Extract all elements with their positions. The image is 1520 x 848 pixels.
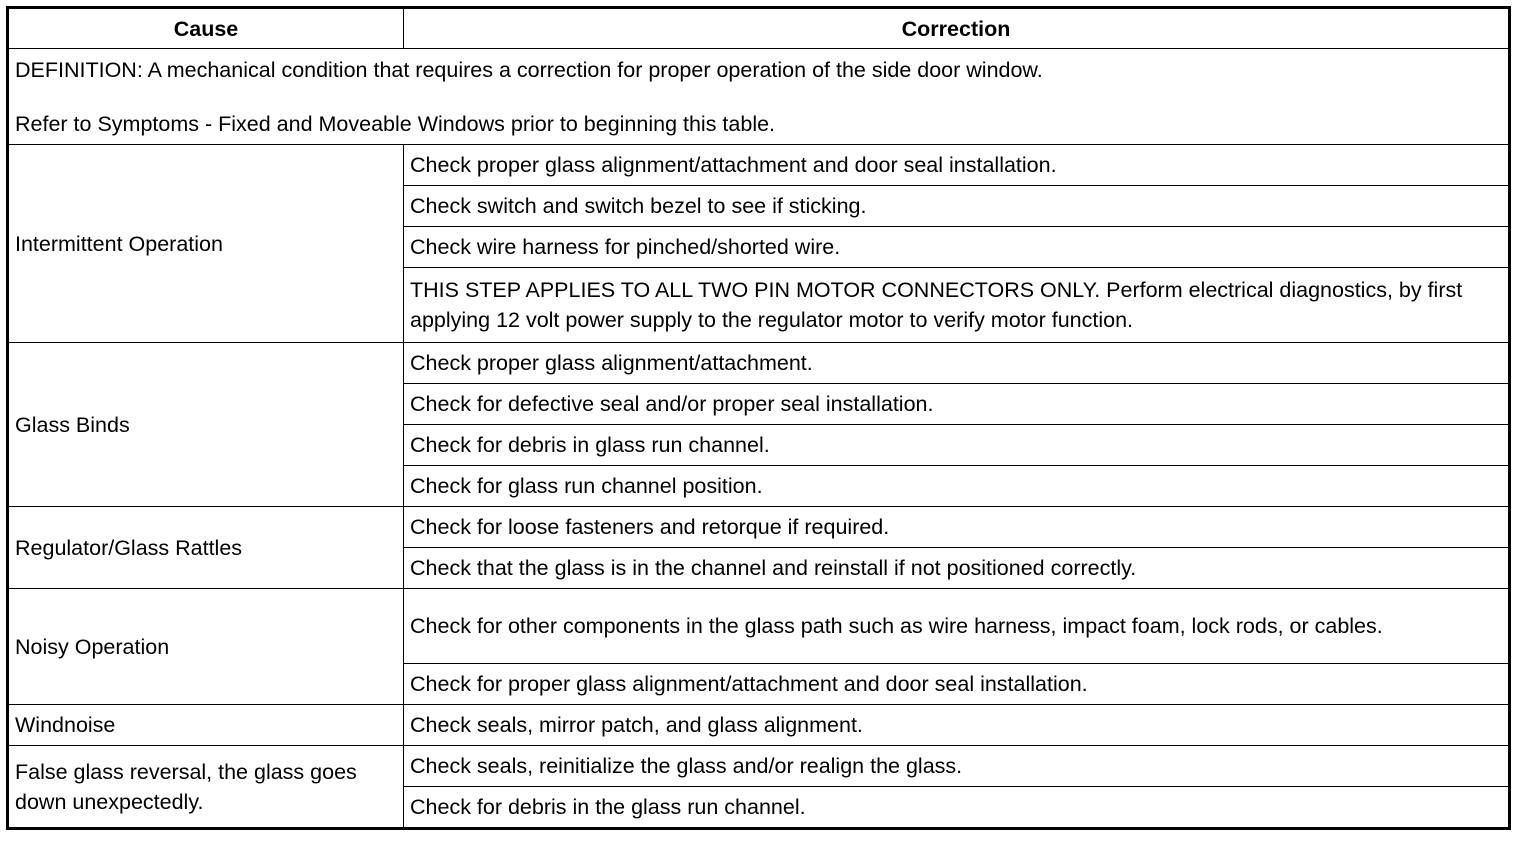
cause-cell: Glass Binds [8,343,404,507]
correction-cell: Check for loose fasteners and retorque if required. [404,507,1510,548]
correction-cell: Check for debris in glass run channel. [404,425,1510,466]
table-row [8,145,1510,186]
correction-cell: THIS STEP APPLIES TO ALL TWO PIN MOTOR CONNECTORS ONLY. Perform electrical diagnostics, by first applying 12 volt power supply to the regulator motor to verify motor function. [404,268,1510,343]
table-row [8,746,1510,787]
correction-cell: Check for proper glass alignment/attachment and door seal installation. [404,664,1510,705]
table-row [8,343,1510,384]
cause-cell: False glass reversal, the glass goes down unexpectedly. [8,746,404,829]
correction-cell: Check for debris in the glass run channel. [404,787,1510,829]
header-row [8,8,1510,49]
correction-cell: Check for glass run channel position. [404,466,1510,507]
correction-cell: Check seals, reinitialize the glass and/or realign the glass. [404,746,1510,787]
refer-note: Refer to Symptoms - Fixed and Moveable Windows prior to beginning this table. [15,111,776,136]
cause-cell: Windnoise [8,705,404,746]
correction-cell: Check switch and switch bezel to see if sticking. [404,186,1510,227]
cause-header: Cause [8,8,404,49]
correction-cell: Check for other components in the glass path such as wire harness, impact foam, lock rods, or cables. [404,589,1510,664]
table-row [8,589,1510,664]
definition-spacer [15,85,1502,109]
diagnostic-table [6,6,1511,830]
correction-cell: Check proper glass alignment/attachment. [404,343,1510,384]
cause-cell: Regulator/Glass Rattles [8,507,404,589]
correction-cell: Check that the glass is in the channel and reinstall if not positioned correctly. [404,548,1510,589]
table-row [8,507,1510,548]
definition-text: DEFINITION: A mechanical condition that requires a correction for proper operation of the side door window. [15,57,1043,82]
cause-cell: Noisy Operation [8,589,404,705]
correction-cell: Check for defective seal and/or proper seal installation. [404,384,1510,425]
correction-header: Correction [404,8,1510,49]
correction-cell: Check proper glass alignment/attachment and door seal installation. [404,145,1510,186]
correction-cell: Check seals, mirror patch, and glass alignment. [404,705,1510,746]
definition-cell [8,49,1510,145]
table-row [8,705,1510,746]
definition-row [8,49,1510,145]
cause-cell: Intermittent Operation [8,145,404,343]
correction-cell: Check wire harness for pinched/shorted wire. [404,227,1510,268]
